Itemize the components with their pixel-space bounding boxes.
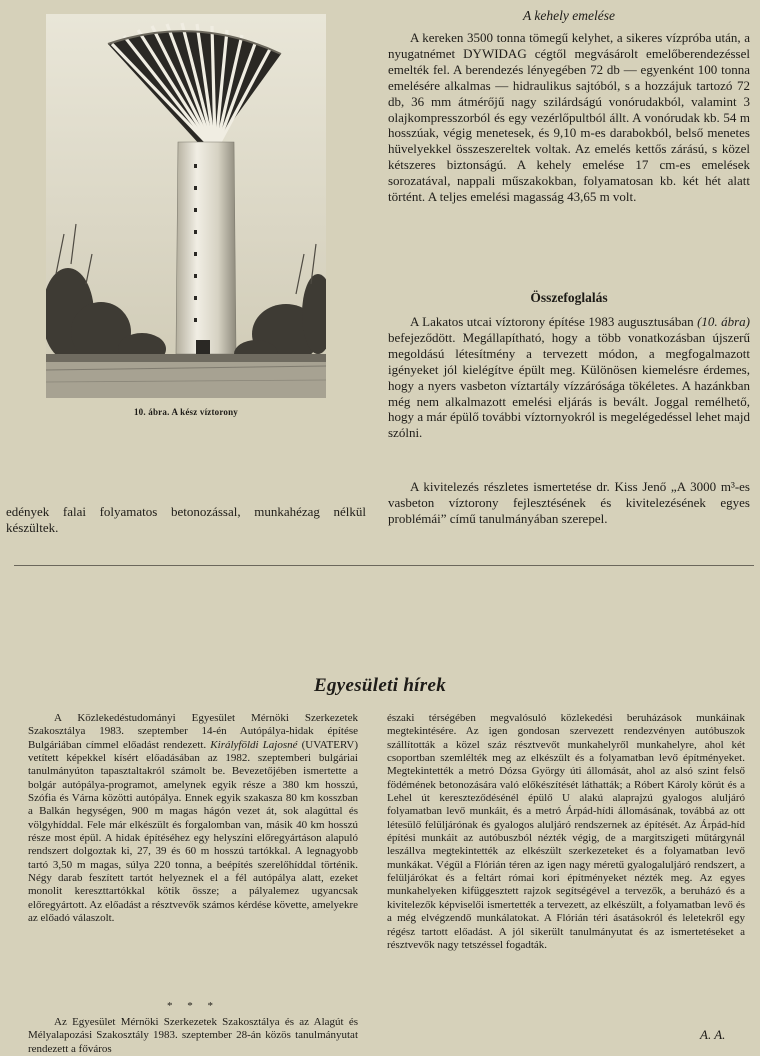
left-fragment-text: edények falai folyamatos betonozással, munkahézag nélkül készültek.	[6, 504, 366, 535]
water-tower-photo	[46, 14, 326, 398]
news-left-paragraph-2: Az Egyesület Mérnöki Szerkezetek Szakosztálya és az Alagút és Mélyalapozási Szakosztály 1983. szeptember 28-án közös tanulmányutat rendezett a főváros	[28, 1016, 358, 1055]
news-title: Egyesületi hírek	[314, 675, 446, 696]
figure-caption: 10. ábra. A kész víztorony	[133, 407, 239, 417]
summary-p1-rest: befejeződött. Megállapítható, hogy a több vonatkozásban újszerű megoldású létesítmény a tervezett módon, a megfogalmazott igényeket jól kielégítve épült meg. Különösen kiemelésre érdemes, hogy a nyers vasbeton víztartály vízzárósága tökéletes. A hazánkban még nem alkalmazott emelési eljárás is bevált. Joggal remélhető, hogy a már épülő további víztornyokról is megelégedéssel lehet majd szólni.	[388, 329, 750, 441]
author-signature: A. A.	[700, 1027, 726, 1042]
section-heading-summary: Összefoglalás	[530, 290, 608, 305]
summary-text-2	[388, 479, 750, 527]
summary-paragraph-1	[388, 314, 750, 441]
news-left-column	[28, 712, 358, 926]
bowl-lifting-text	[388, 30, 750, 205]
news-left-paragraph-1	[28, 712, 358, 926]
figure-reference: (10. ábra)	[697, 314, 751, 329]
separator-stars: * * *	[167, 1000, 219, 1012]
summary-text	[388, 314, 750, 441]
speaker-name: Királyföldi Lajosné	[210, 738, 298, 751]
news-left-p1-rest: (UVATERV) vetített képekkel kísért előadásában az 1982. szeptemberi bulgáriai tanulmányúton tapasztaltakról számolt be. Bevezetőjében ismertette a bolgár autópálya-programot, amelynek egyik része a 380 km hosszú, Szófia és Várna közötti autópálya. Ennek egyik szakasza 80 km kosszban a Balkán hegységen, 900 m magas hágón vezet át, sok alagúttal és völgyhíddal. Fele már elkészült és forgalomban van, másik 40 km hosszú része most épül. A hidak építéséhez egy helyszíni előregyártáson alapuló rendszert dolgoztak ki, 27, 39 és 60 m hosszú tartókkal. A legnagyobb tartó 3,50 m magas, súlya 220 tonna, a beépítés szerelőhíddal történik. Négy darab feszített tartót helyeznek el a fél autópálya alatt, ezeket monolit kereszttartókkal kötik össze; a pályalemez ugyancsak előregyártott. Az előadást a résztvevők számos kérdése követte, amelyekre az előadó válaszolt.	[28, 738, 359, 925]
news-right-column	[387, 712, 745, 952]
summary-paragraph-2: A kivitelezés részletes ismertetése dr. Kiss Jenő „A 3000 m³-es vasbeton víztorony fejlesztésének és kivitelezésének egyes problémái” című tanulmányában szerepel.	[388, 479, 750, 526]
news-right-paragraph: északi térségében megvalósuló közlekedési beruházások munkáinak megtekintésére. Az igen gondosan szervezett rendezvényen autóbuszok szállították a közel száz résztvevőt munkahelyről munkahelyre, ahol két csoportban szemlélték meg az elkészült és a folyamatban levő építményeket. Megtekintették a metró Dózsa György úti állomását, ahol az alsó szint felső födémének betonozására való előkészítését láthatták; a Róbert Károly körút és a Lehel út kereszteződésénél épülő U alakú alaprajzú gyalogos aluljáró folyamatban levő munkáit, és a metró Árpád-hídi állomásának, továbbá az ott létesülő felüljárónak és gyalogos aluljáró rendszernek az építését. Az Árpád-híd építési munkáit az autóbuszból nézték végig, de a margitszigeti műtárgynál leszállva megtekintették az elkészült szerkezeteket és a folyamatban levő munkákat. Végül a Flórián téren az igen nagy méretű gyalogaluljáró rendszert, a felüljárókat és a feltárt római kori építményeket nézték meg. Az egyes munkahelyeken kifüggesztett rajzok segítségével a tervezők, a beruházó és a kivitelezők képviselői ismertették a tervezett, az elkészült, a folyamatban levő és a még elvégzendő munkálatokat. A Flórián téri ásatásokról és leletekről egy régész tartott előadást. A jól sikerült tanulmányutat és az ismertetéseket a résztvevők nagy tetszéssel fogadták.	[387, 712, 745, 951]
section-heading-bowl-lifting: A kehely emelése	[523, 8, 615, 23]
left-column-fragment	[6, 504, 366, 536]
section-divider	[14, 565, 754, 566]
news-left-p1-start: A Közlekedéstudományi Egyesület Mérnöki Szerkezetek Szakosztálya 1983. szeptember 14-én Autópálya-hidak építése Bulgáriában címmel előadást rendezett.	[28, 712, 358, 751]
summary-p1-start: A Lakatos utcai víztorony építése 1983 augusztusában	[410, 314, 698, 329]
news-left-column-2	[28, 1016, 358, 1056]
bowl-lifting-paragraph: A kereken 3500 tonna tömegű kelyhet, a sikeres vízpróba után, a nyugatnémet DYWIDAG cégtől megvásárolt emelőberendezéssel emelték fel. A berendezés lényegében 72 db — egyenként 100 tonna emelésére alkalmas — hidraulikus sajtóból, s a hozzájuk tartozó 72 db, 36 mm átmérőjű nagy szilárdságú vonórudakból, valamint 3 olajkompresszorból és egy vezérlőpultból állt. A vonórudak kb. 54 m hosszúak, végig menetesek, és 9,10 m-es darabokból, belső menetes hüvelyekkel összeszereltek voltak. Az emelés kettős zárású, s közel kétszeres biztonságú. A kehely emelése 17 cm-es emelések sorozatával, nappali műszakokban, folyamatosan kb. két hét alatt történt. A teljes emelési magasság 43,65 m volt.	[388, 30, 750, 205]
